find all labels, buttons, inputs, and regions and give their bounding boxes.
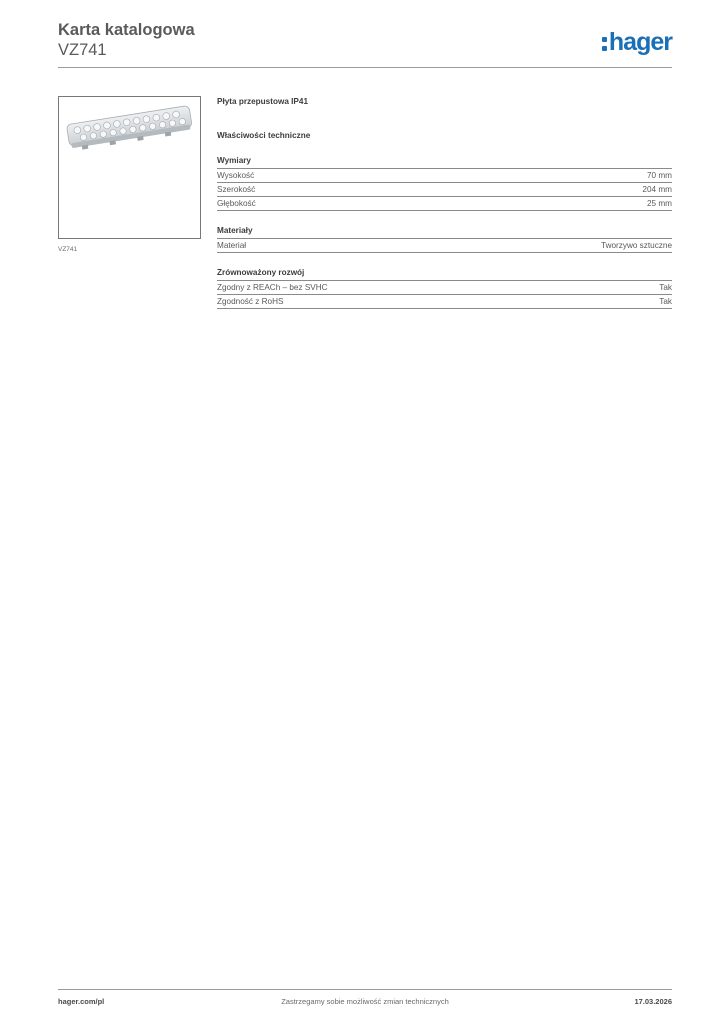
product-name: Płyta przepustowa IP41 [217,97,309,106]
spec-row [217,281,672,295]
spec-row [217,183,672,197]
spec-label: Zgodny z REACh – bez SVHC [217,283,328,292]
spec-value: Tak [659,297,672,306]
spec-value: Tak [659,283,672,292]
spec-content [217,96,672,309]
spec-group-title: Materiały [217,225,672,239]
spec-label: Zgodność z RoHS [217,297,284,306]
spec-label: Szerokość [217,185,256,194]
spec-label: Materiał [217,241,247,250]
page-header [58,20,672,70]
disclaimer-text: Zastrzegamy sobie możliwość zmian technicznych [281,997,449,1006]
page-footer [58,997,672,1009]
cable-entry-plate-icon [59,97,200,238]
product-code: VZ741 [58,41,107,59]
spec-row [217,197,672,211]
spec-row [217,169,672,183]
spec-group-title: Wymiary [217,155,672,169]
header-divider [58,67,672,68]
logo-text: hager [608,28,672,56]
logo-dots-icon [602,37,607,51]
website-link[interactable]: hager.com/pl [58,997,105,1006]
spec-value: 25 mm [646,199,672,208]
spec-row [217,239,672,253]
product-image [58,96,201,239]
hager-logo [602,28,672,56]
spec-label: Głębokość [217,199,256,208]
spec-value: Tworzywo sztuczne [601,241,672,250]
spec-value: 70 mm [646,171,672,180]
spec-row [217,295,672,309]
spec-group-title: Zrównoważony rozwój [217,267,672,281]
document-title: Karta katalogowa [58,21,195,39]
print-date: 17.03.2026 [634,997,672,1006]
image-caption: VZ741 [58,246,78,253]
spec-value: 204 mm [642,185,672,194]
spec-section-title: Właściwości techniczne [217,131,311,140]
footer-divider [58,989,672,990]
spec-label: Wysokość [217,171,255,180]
